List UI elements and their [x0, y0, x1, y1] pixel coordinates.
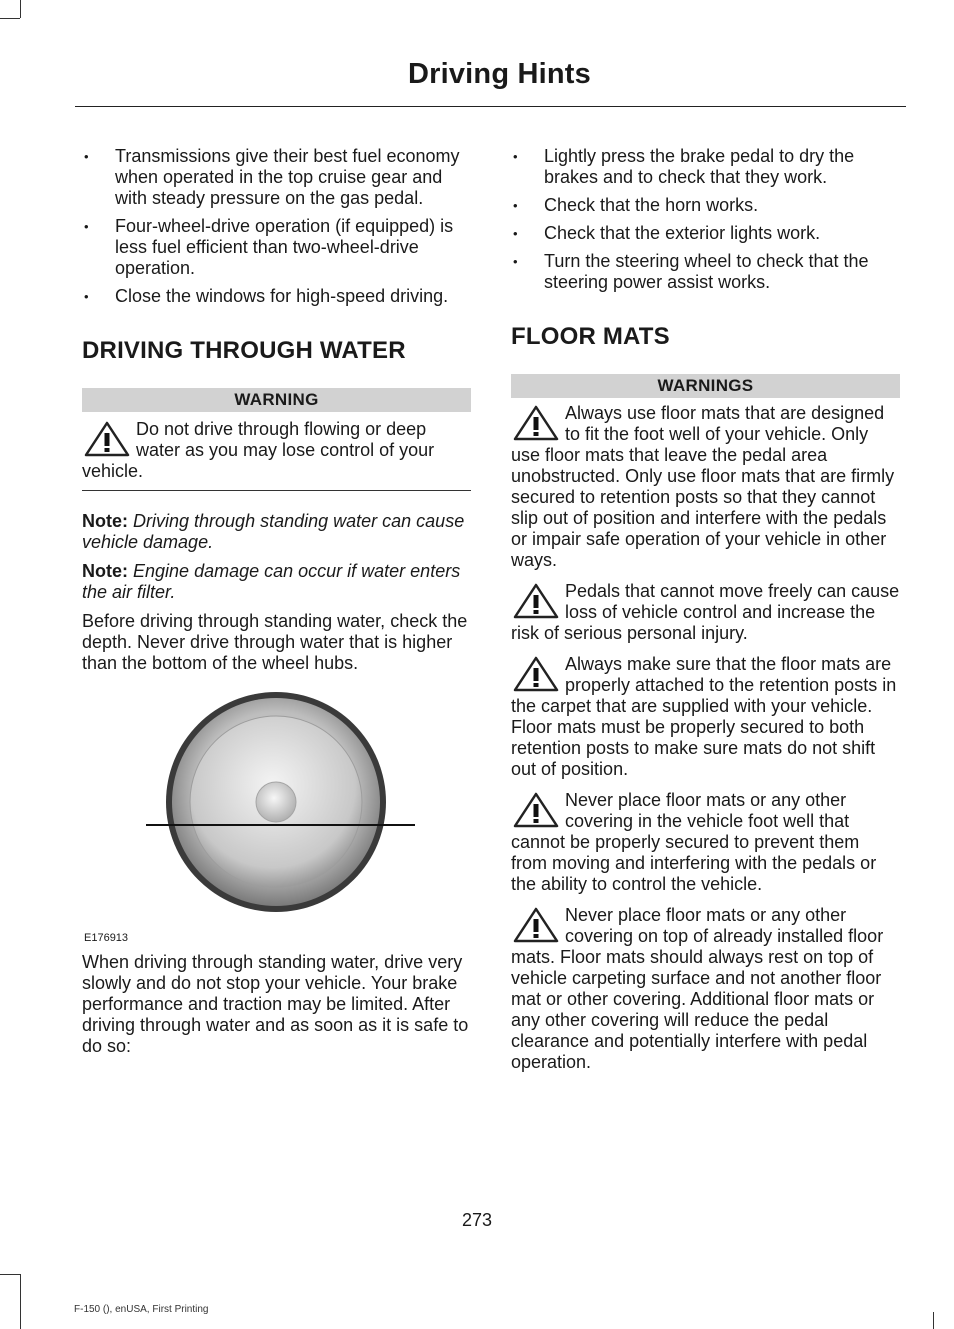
wheel-illustration — [82, 692, 471, 932]
footer-printing-info: F-150 (), enUSA, First Printing — [74, 1304, 209, 1315]
crop-mark — [933, 1312, 934, 1329]
after-water-checklist — [511, 146, 900, 293]
list-item: • Lightly press the brake pedal to dry the brakes and to check that they work. — [511, 146, 900, 188]
warnings-header: WARNINGS — [511, 374, 900, 398]
list-item: • Turn the steering wheel to check that the steering power assist works. — [511, 251, 900, 293]
warning-text: Pedals that cannot move freely can cause loss of vehicle control and increase the risk of serious personal injury. — [511, 581, 900, 643]
section-title-driving-through-water: DRIVING THROUGH WATER — [82, 337, 406, 364]
note — [82, 511, 471, 553]
crop-mark — [0, 1274, 20, 1275]
warning-triangle-icon — [511, 403, 561, 443]
title-divider — [75, 106, 906, 107]
list-item: • Check that the horn works. — [511, 195, 900, 216]
warning-item — [511, 790, 900, 895]
warning-text: Always make sure that the floor mats are properly attached to the retention posts in the carpet that are supplied with your vehicle. Floor mats must be properly secured to both retention posts to make sure mats do not shift out of position. — [511, 654, 897, 779]
crop-mark — [20, 0, 21, 18]
note-label: Note: — [82, 561, 128, 581]
warning-item — [511, 403, 900, 571]
paragraph: Before driving through standing water, check the depth. Never drive through water that is higher than the bottom of the wheel hubs. — [82, 611, 468, 673]
left-column — [82, 146, 471, 1065]
list-item: • Four-wheel-drive operation (if equipped) is less fuel efficient than two-wheel-drive operation. — [82, 216, 471, 279]
note-text: Driving through standing water can cause vehicle damage. — [82, 511, 465, 552]
list-item: • Check that the exterior lights work. — [511, 223, 900, 244]
page-number: 273 — [461, 1210, 493, 1230]
warning-triangle-icon — [511, 905, 561, 945]
list-item: • Transmissions give their best fuel economy when operated in the top cruise gear and with steady pressure on the gas pedal. — [82, 146, 471, 209]
warning-triangle-icon — [511, 790, 561, 830]
warning-triangle-icon — [511, 654, 561, 694]
warning-triangle-icon — [511, 581, 561, 621]
warning-item — [82, 419, 471, 491]
warning-item — [511, 905, 900, 1073]
list-item: • Close the windows for high-speed driving. — [82, 286, 471, 307]
warning-item — [511, 581, 900, 644]
wheel-water-depth-figure — [82, 692, 471, 952]
warning-header: WARNING — [82, 388, 471, 412]
warning-item — [511, 654, 900, 780]
warning-text: Never place floor mats or any other covering in the vehicle foot well that cannot be properly secured to prevent them from moving and interfering with the pedals or the ability to control the vehicle. — [511, 790, 877, 894]
fuel-tips-list — [82, 146, 471, 307]
section-title-floor-mats: FLOOR MATS — [511, 323, 670, 350]
right-column — [511, 146, 900, 1073]
crop-mark — [20, 1274, 21, 1329]
crop-mark — [0, 18, 20, 19]
note-label: Note: — [82, 511, 128, 531]
warning-text: Do not drive through flowing or deep water as you may lose control of your vehicle. — [82, 419, 435, 481]
paragraph: When driving through standing water, drive very slowly and do not stop your vehicle. Your brake performance and traction may be limited. After driving through water and as soon as it is safe to do so: — [82, 952, 469, 1056]
warning-text: Never place floor mats or any other covering on top of already installed floor mats. Floor mats should always rest on top of vehicle carpeting surface and not another floor mat or other covering. Additional floor mats or any other covering will reduce the pedal clearance and potentially interfere with pedal operation. — [511, 905, 884, 1072]
warning-triangle-icon — [82, 419, 132, 459]
note-text: Engine damage can occur if water enters the air filter. — [82, 561, 461, 602]
page-title: Driving Hints — [407, 58, 591, 90]
warning-text: Always use floor mats that are designed to fit the foot well of your vehicle. Only use floor mats that leave the pedal area unobstructed. Only use floor mats that are firmly secured to retention posts so that they cannot slip out of position and interfere with the pedals or impair safe operation of your vehicle in other ways. — [511, 403, 895, 570]
note — [82, 561, 471, 603]
figure-id: E176913 — [84, 932, 129, 944]
